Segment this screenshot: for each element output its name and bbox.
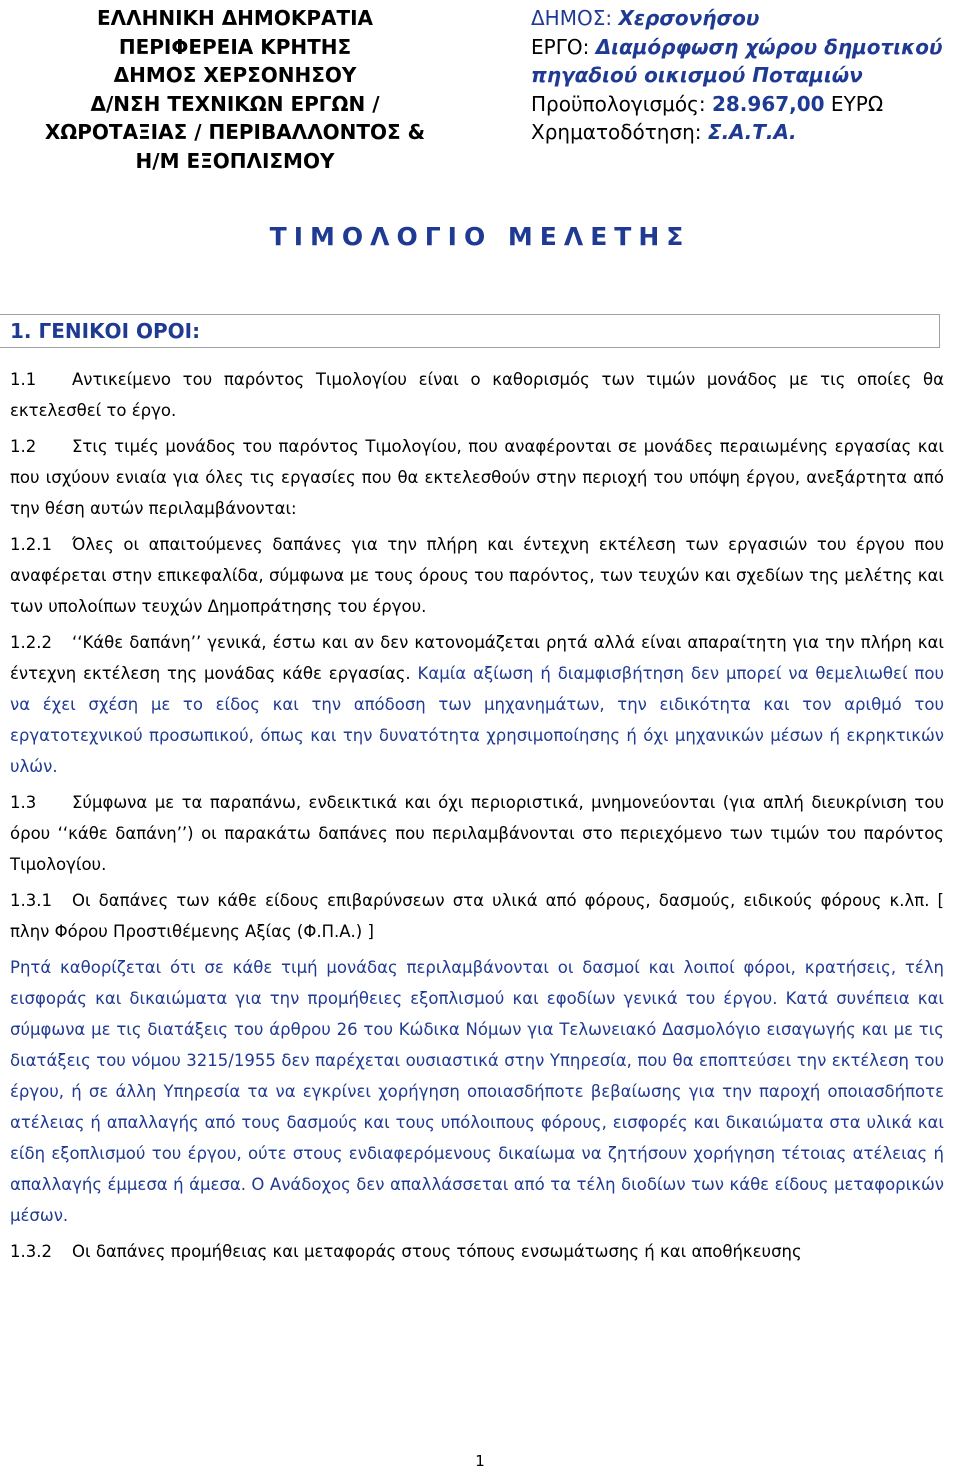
- paragraph-number: 1.2.1: [10, 535, 52, 554]
- paragraph-text: Σύμφωνα με τα παραπάνω, ενδεικτικά και όχι περιοριστικά, μνημονεύονται (για απλή διευκρίνιση του όρου ‘‘κάθε δαπάνη’’) οι παρακάτω δαπάνες που περιλαμβάνονται στο περιεχόμενο των τιμών του παρόντος Τιμολογίου.: [10, 793, 944, 874]
- paragraph-text: Στις τιμές μονάδος του παρόντος Τιμολογίου, που αναφέρονται σε μονάδες περαιωμένης εργασίας και που ισχύουν ενιαία για όλες τις εργασίες που θα εκτελεσθούν στην περιοχή του υπόψη έργου, ανεξάρτητα από την θέση αυτών περιλαμβάνονται:: [10, 437, 944, 518]
- paragraph-number: 1.2.2: [10, 633, 52, 652]
- paragraph-text: ‘‘Κάθε δαπάνη’’ γενικά, έστω και αν δεν κατονομάζεται ρητά αλλά είναι απαραίτητη για την πλήρη και έντεχνη εκτέλεση της μονάδας κάθε εργασίας.: [10, 633, 944, 683]
- municipality-row: [531, 4, 960, 33]
- issuer-line: ΕΛΛΗΝΙΚΗ ΔΗΜΟΚΡΑΤΙΑ: [96, 6, 374, 30]
- municipality-label: ΔΗΜΟΣ:: [531, 6, 619, 30]
- budget-row: [531, 90, 960, 119]
- paragraph: [10, 529, 944, 622]
- paragraph: [10, 787, 944, 880]
- paragraph-number: 1.3: [10, 793, 37, 812]
- page-number: 1: [475, 1452, 485, 1470]
- paragraph-text-continued: Καμία αξίωση ή διαμφισβήτηση δεν μπορεί να θεμελιωθεί που να έχει σχέση με το είδος και την απόδοση των μηχανημάτων, την ειδικότητα και τον αριθμό του εργατοτεχνικού προσωπικού, όπως και την δυνατότητα χρησιμοποίησης ή όχι μηχανικών μέσων ή εκρηκτικών υλών.: [10, 664, 944, 776]
- document-title: ΤΙΜΟΛΟΓΙΟ ΜΕΛΕΤΗΣ: [269, 222, 691, 251]
- paragraph-text: Αντικείμενο του παρόντος Τιμολογίου είναι ο καθορισμός των τιμών μονάδος με τις οποίες θα εκτελεσθεί το έργο.: [10, 370, 944, 420]
- budget-currency: ΕΥΡΩ: [824, 91, 884, 116]
- paragraph: [10, 952, 944, 1231]
- paragraph-number: 1.1: [10, 370, 37, 389]
- municipality-value: Χερσονήσου: [618, 6, 760, 30]
- paragraph-number: 1.3.2: [10, 1242, 52, 1261]
- paragraph: [10, 1236, 944, 1267]
- paragraph-number: 1.2: [10, 437, 37, 456]
- project-value-continued: πηγαδιού οικισμού Ποταμιών: [531, 63, 863, 87]
- paragraph: [10, 627, 944, 782]
- funding-label: Χρηματοδότηση:: [531, 120, 708, 144]
- budget-label: Προϋπολογισμός:: [531, 91, 712, 116]
- paragraph-text: Οι δαπάνες των κάθε είδους επιβαρύνσεων στα υλικά από φόρους, δασμούς, ειδικούς φόρους κ.λπ. [ πλην Φόρου Προστιθέμενης Αξίας (Φ.Π.Α.) ]: [10, 891, 944, 941]
- issuer-line: ΠΕΡΙΦΕΡΕΙΑ ΚΡΗΤΗΣ: [118, 34, 352, 59]
- project-value: Διαμόρφωση χώρου δημοτικού: [595, 34, 943, 59]
- paragraph-number: 1.3.1: [10, 891, 52, 910]
- paragraph: [10, 364, 944, 426]
- issuer-line: Δ/ΝΣΗ ΤΕΧΝΙΚΩΝ ΕΡΓΩΝ /: [90, 91, 380, 116]
- budget-value: 28.967,00: [711, 91, 825, 116]
- paragraph: [10, 431, 944, 524]
- project-label: ΕΡΓΟ:: [531, 34, 596, 59]
- paragraph-text: Οι δαπάνες προμήθειας και μεταφοράς στους τόπους ενσωμάτωσης ή και αποθήκευσης: [72, 1242, 802, 1261]
- paragraph-text: Όλες οι απαιτούμενες δαπάνες για την πλήρη και έντεχνη εκτέλεση των εργασιών του έργου που αναφέρεται στην επικεφαλίδα, σύμφωνα με τους όρους του παρόντος, των τευχών και σχεδίων της μελέτης και των υπολοίπων τευχών Δημοπράτησης του έργου.: [10, 535, 944, 616]
- terms-body: [10, 364, 944, 1272]
- issuer-line: Η/Μ ΕΞΟΠΛΙΣΜΟΥ: [135, 148, 335, 173]
- section-title: 1. ΓΕΝΙΚΟΙ ΟΡΟΙ:: [10, 319, 201, 343]
- funding-row: [531, 118, 960, 147]
- issuer-block: [0, 4, 470, 175]
- project-info-block: [531, 4, 960, 147]
- issuer-line: ΔΗΜΟΣ ΧΕΡΣΟΝΗΣΟΥ: [113, 63, 357, 87]
- project-row-continued: [531, 61, 960, 90]
- project-row: [531, 33, 960, 62]
- section-heading-box: [0, 314, 940, 348]
- funding-value: Σ.Α.Τ.Α.: [707, 120, 797, 144]
- issuer-line: ΧΩΡΟΤΑΞΙΑΣ / ΠΕΡΙΒΑΛΛΟΝΤΟΣ &: [44, 120, 426, 144]
- paragraph: [10, 885, 944, 947]
- paragraph-text: Ρητά καθορίζεται ότι σε κάθε τιμή μονάδας περιλαμβάνονται οι δασμοί και λοιποί φόροι, κρατήσεις, τέλη εισφοράς και δικαιώματα για την προμήθειες εξοπλισμού και εφοδίων γενικά του έργου. Κατά συνέπεια και σύμφωνα με τις διατάξεις του άρθρου 26 του Κώδικα Νόμων για Τελωνειακό Δασμολόγιο εισαγωγής και με τις διατάξεις του νόμου 3215/1955 δεν παρέχεται ουσιαστικά στην Υπηρεσία, που θα εποπτεύσει την εκτέλεση του έργου, ή σε άλλη Υπηρεσία τα να εγκρίνει χορήγηση οποιασδήποτε βεβαίωσης για την παροχή οποιασδήποτε ατέλειας ή απαλλαγής από τους δασμούς και τους υπόλοιπους φόρους, εισφορές και δικαιώματα στα υλικά και είδη εξοπλισμού του έργου, ούτε στους ενδιαφερόμενους δικαίωμα να ζητήσουν χορήγηση τέτοιας ατέλειας ή απαλλαγής έμμεσα ή άμεσα. Ο Ανάδοχος δεν απαλλάσσεται από τα τέλη διοδίων των κάθε είδους μεταφορικών μέσων.: [10, 958, 944, 1225]
